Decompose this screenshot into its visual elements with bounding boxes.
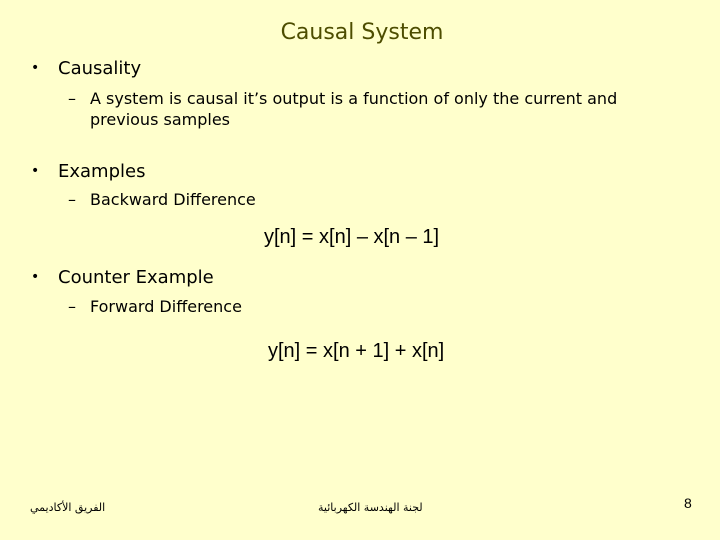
bullet-counter-example [31,267,214,288]
footer-left-text: الفريق الأكاديمي [30,501,106,514]
sub-bullet-text: Forward Difference [90,297,242,316]
bullet-marker: • [31,269,40,285]
sub-bullet-text: A system is causal it’s output is a function of only the current and previous samples [90,89,618,129]
bullet-marker: • [31,163,40,179]
slide-title: Causal System [280,20,444,45]
bullet-causality [31,58,141,79]
bullet-label: Counter Example [58,267,214,288]
sub-bullet-backward-difference [68,189,690,210]
bullet-label: Examples [58,161,146,182]
sub-bullet-forward-difference [68,296,690,317]
sub-bullet-causality-definition [68,88,690,130]
sub-bullet-text: Backward Difference [90,190,256,209]
sub-bullet-marker: – [68,89,76,108]
sub-bullet-marker: – [68,297,76,316]
bullet-examples [31,161,145,182]
bullet-marker: • [31,60,40,76]
page-number: 8 [684,495,692,511]
forward-difference-equation: y[n] = x[n + 1] + x[n] [268,340,445,362]
sub-bullet-marker: – [68,190,76,209]
backward-difference-equation: y[n] = x[n] – x[n – 1] [264,226,440,248]
footer-center-text: لجنة الهندسة الكهربائية [318,501,423,514]
bullet-label: Causality [58,58,142,79]
